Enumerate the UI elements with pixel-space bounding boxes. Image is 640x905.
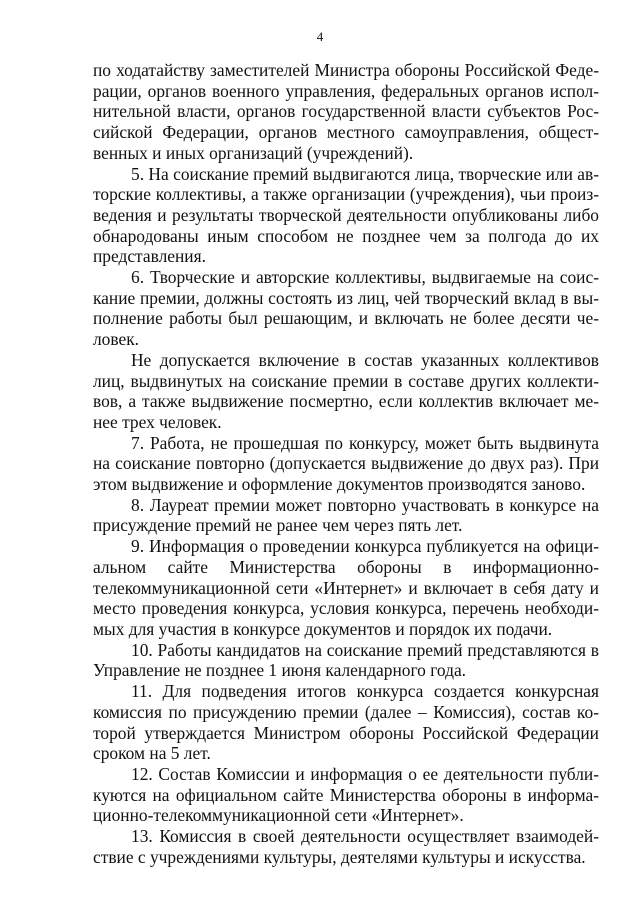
text-line: присуждение премий не ранее чем через пять лет. <box>93 515 463 536</box>
text-line: торские коллективы, а также организации (учреждения), чьи произ- <box>93 184 599 205</box>
text-line: этом выдвижение и оформление документов производятся заново. <box>93 474 586 495</box>
text-line: сроком на 5 лет. <box>93 743 211 764</box>
text-line: 7. Работа, не прошедшая по конкурсу, может быть выдвинута <box>131 432 599 453</box>
paragraph <box>93 267 599 350</box>
text-line: вов, а также выдвижение посмертно, если коллектив включает ме- <box>93 391 599 412</box>
text-line: 13. Комиссия в своей деятельности осуществляет взаимодей- <box>131 826 599 847</box>
paragraph <box>93 764 599 826</box>
text-line: торой утверждается Министром обороны Российской Федерации <box>93 722 599 743</box>
text-line: 11. Для подведения итогов конкурса создается конкурсная <box>131 681 599 702</box>
text-line: ловек. <box>93 329 139 350</box>
text-line: нительной власти, органов государственной власти субъектов Рос- <box>93 101 599 122</box>
text-line: место проведения конкурса, условия конкурса, перечень необходи- <box>93 598 599 619</box>
text-line: сийской Федерации, органов местного самоуправления, общест- <box>93 122 599 143</box>
text-line: ведения и результаты творческой деятельности опубликованы либо <box>93 204 599 225</box>
text-line: ствие с учреждениями культуры, деятелями культуры и искусства. <box>93 846 586 867</box>
text-line: представления. <box>93 246 206 267</box>
text-line: комиссия по присуждению премии (далее – Комиссия), состав ко- <box>93 701 599 722</box>
text-line: Управление не позднее 1 июня календарного года. <box>93 660 467 681</box>
text-line: полнение работы был решающим, и включать не более десяти че- <box>93 308 599 329</box>
text-line: 6. Творческие и авторские коллективы, выдвигаемые на соис- <box>131 267 599 288</box>
paragraph <box>93 433 599 495</box>
text-line: 9. Информация о проведении конкурса публикуется на офици- <box>131 536 599 557</box>
text-line: 12. Состав Комиссии и информация о ее деятельности публи- <box>131 763 599 784</box>
text-line: 8. Лауреат премии может повторно участвовать в конкурсе на <box>131 494 599 515</box>
text-line: ционно-телекоммуникационной сети «Интернет». <box>93 805 464 826</box>
text-line: кание премии, должны состоять из лиц, чей творческий вклад в вы- <box>93 287 599 308</box>
text-line: куются на официальном сайте Министерства обороны в информа- <box>93 784 599 805</box>
text-line: венных и иных организаций (учреждений). <box>93 142 414 163</box>
text-line: телекоммуникационной сети «Интернет» и включает в себя дату и <box>93 577 599 598</box>
text-line: рации, органов военного управления, федеральных органов испол- <box>93 80 599 101</box>
page-number: 4 <box>316 29 324 44</box>
paragraph <box>93 536 599 640</box>
paragraph <box>93 60 599 164</box>
paragraph <box>93 826 599 867</box>
paragraph <box>93 640 599 681</box>
paragraph <box>93 350 599 433</box>
text-line: альном сайте Министерства обороны в информационно- <box>93 556 599 577</box>
text-line: обнародованы иным способом не позднее чем за полгода до их <box>93 225 599 246</box>
text-line: лиц, выдвинутых на соискание премии в составе других коллекти- <box>93 370 599 391</box>
text-line: 5. На соискание премий выдвигаются лица, творческие или ав- <box>131 163 599 184</box>
text-line: нее трех человек. <box>93 411 222 432</box>
paragraph <box>93 681 599 764</box>
paragraph <box>93 495 599 536</box>
paragraph <box>93 164 599 268</box>
document-body <box>93 60 599 867</box>
text-line: 10. Работы кандидатов на соискание премий представляются в <box>131 639 599 660</box>
text-line: мых для участия в конкурсе документов и порядок их подачи. <box>93 618 553 639</box>
text-line: на соискание повторно (допускается выдвижение до двух раз). При <box>93 453 599 474</box>
text-line: Не допускается включение в состав указанных коллективов <box>131 349 599 370</box>
text-line: по ходатайству заместителей Министра обороны Российской Феде- <box>93 60 599 80</box>
